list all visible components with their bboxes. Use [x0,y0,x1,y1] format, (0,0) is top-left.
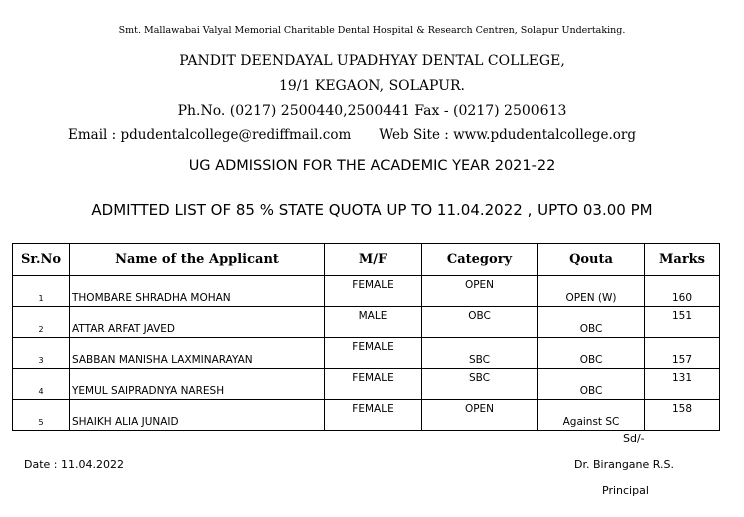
signed-mark: Sd/- [623,432,645,445]
column-header-category: Category [422,244,538,276]
cell-category: OPEN [422,400,538,431]
admitted-list-title: ADMITTED LIST OF 85 % STATE QUOTA UP TO 11.04.2022 , UPTO 03.00 PM [91,201,653,219]
cell-category: SBC [422,369,538,400]
cell-marks: 131 [645,369,720,400]
issue-date: Date : 11.04.2022 [24,458,124,471]
website-text: Web Site : www.pdudentalcollege.org [379,127,636,143]
college-name: PANDIT DEENDAYAL UPADHYAY DENTAL COLLEGE, [179,53,565,69]
table-row [13,338,720,369]
cell-name: SHAIKH ALIA JUNAID [70,400,325,431]
cell-marks: 158 [645,400,720,431]
cell-quota: OBC [538,307,645,338]
cell-category: OBC [422,307,538,338]
contact-line [68,127,636,143]
cell-marks: 151 [645,307,720,338]
cell-name: THOMBARE SHRADHA MOHAN [70,276,325,307]
cell-category: OPEN [422,276,538,307]
cell-quota: OBC [538,338,645,369]
cell-marks: 157 [645,338,720,369]
cell-gender: FEMALE [325,400,422,431]
cell-gender: MALE [325,307,422,338]
cell-gender: FEMALE [325,338,422,369]
column-header-marks: Marks [645,244,720,276]
signatory-designation: Principal [602,484,649,497]
table-row [13,400,720,431]
phone-fax: Ph.No. (0217) 2500440,2500441 Fax - (0217) 2500613 [177,103,567,119]
signatory-name: Dr. Birangane R.S. [574,458,674,471]
cell-name: SABBAN MANISHA LAXMINARAYAN [70,338,325,369]
admission-table [12,243,720,431]
column-header-quota: Qouta [538,244,645,276]
cell-srno: 5 [13,400,70,431]
table-row [13,369,720,400]
column-header-gender: M/F [325,244,422,276]
cell-srno: 3 [13,338,70,369]
trust-line: Smt. Mallawabai Valyal Memorial Charitable Dental Hospital & Research Centren, Solapur Undertaking. [118,25,626,36]
cell-quota: Against SC [538,400,645,431]
college-address: 19/1 KEGAON, SOLAPUR. [278,78,466,94]
table-header-row [13,244,720,276]
column-header-name: Name of the Applicant [70,244,325,276]
cell-gender: FEMALE [325,276,422,307]
table-row [13,276,720,307]
cell-name: YEMUL SAIPRADNYA NARESH [70,369,325,400]
table-row [13,307,720,338]
cell-srno: 1 [13,276,70,307]
cell-quota: OPEN (W) [538,276,645,307]
cell-category: SBC [422,338,538,369]
cell-srno: 2 [13,307,70,338]
email-text: Email : pdudentalcollege@rediffmail.com [68,127,352,143]
ug-admission-title: UG ADMISSION FOR THE ACADEMIC YEAR 2021-22 [188,158,556,174]
cell-marks: 160 [645,276,720,307]
cell-srno: 4 [13,369,70,400]
cell-name: ATTAR ARFAT JAVED [70,307,325,338]
cell-quota: OBC [538,369,645,400]
cell-gender: FEMALE [325,369,422,400]
column-header-srno: Sr.No [13,244,70,276]
